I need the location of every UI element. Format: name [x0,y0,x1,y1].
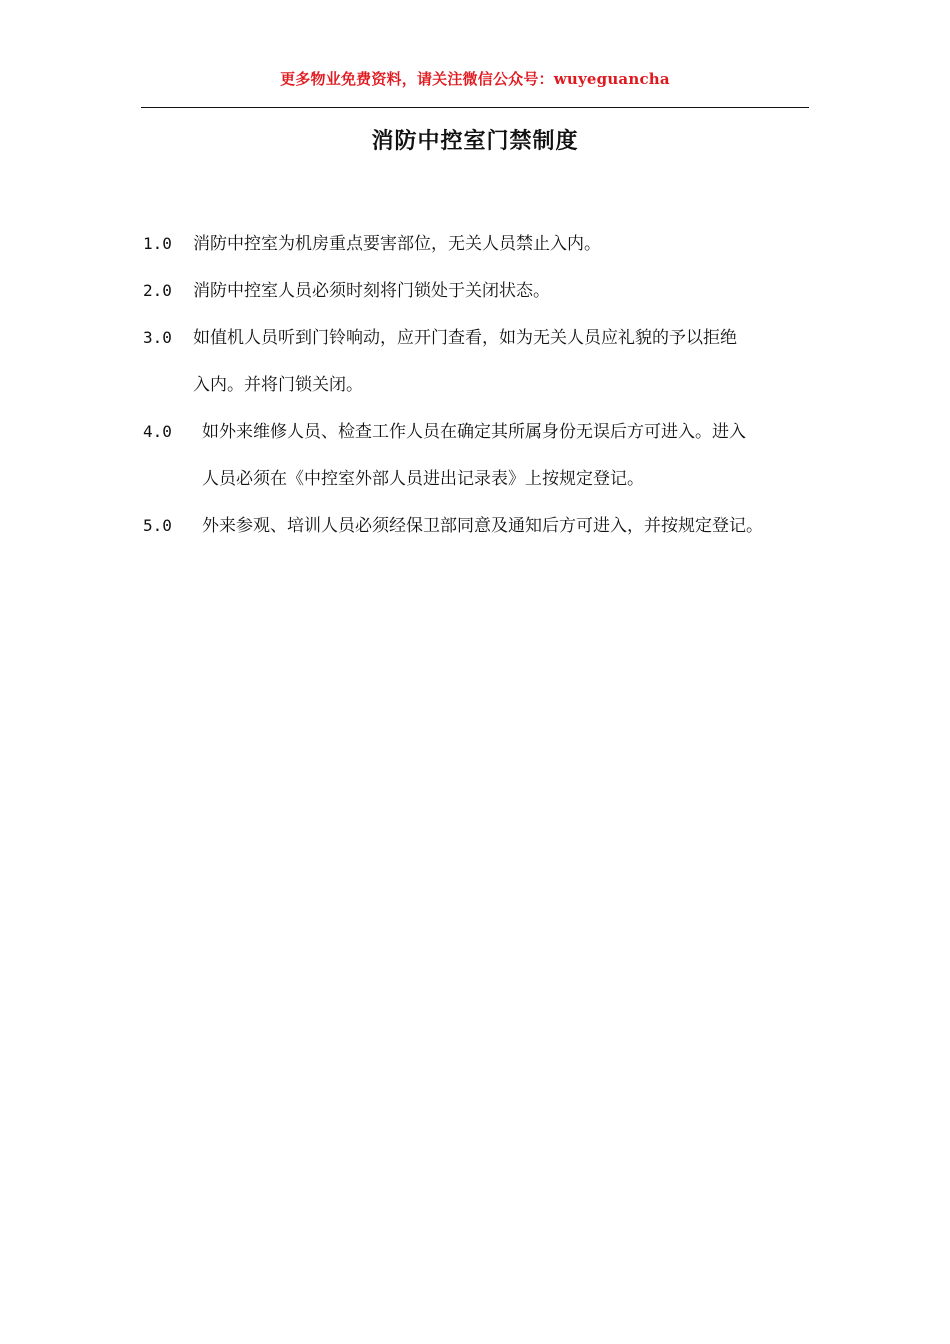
clause-text: 外来参观、培训人员必须经保卫部同意及通知后方可进入，并按规定登记。 [202,516,763,536]
clause-text: 消防中控室为机房重点要害部位，无关人员禁止入内。 [193,234,601,254]
clause-number: 1.0 [143,234,172,253]
clause-text-continued: 入内。并将门锁关闭。 [193,375,363,395]
header-promo-note: 更多物业免费资料，请关注微信公众号：wuyeguancha [280,70,670,88]
clause-list [143,232,823,561]
clause-item [143,514,823,538]
clause-number: 4.0 [143,422,172,441]
clause-number: 3.0 [143,328,172,347]
clause-number: 2.0 [143,281,172,300]
clause-number: 5.0 [143,516,172,535]
clause-text: 消防中控室人员必须时刻将门锁处于关闭状态。 [193,281,550,301]
clause-item [143,279,823,303]
clause-text: 如值机人员听到门铃响动，应开门查看，如为无关人员应礼貌的予以拒绝 [193,328,737,348]
clause-text-continued: 人员必须在《中控室外部人员进出记录表》上按规定登记。 [202,469,644,489]
header-divider [141,107,809,108]
document-title: 消防中控室门禁制度 [371,129,579,154]
clause-item [143,232,823,256]
clause-text: 如外来维修人员、检查工作人员在确定其所属身份无误后方可进入。进入 [202,422,746,442]
clause-item [143,420,823,491]
clause-item [143,326,823,397]
